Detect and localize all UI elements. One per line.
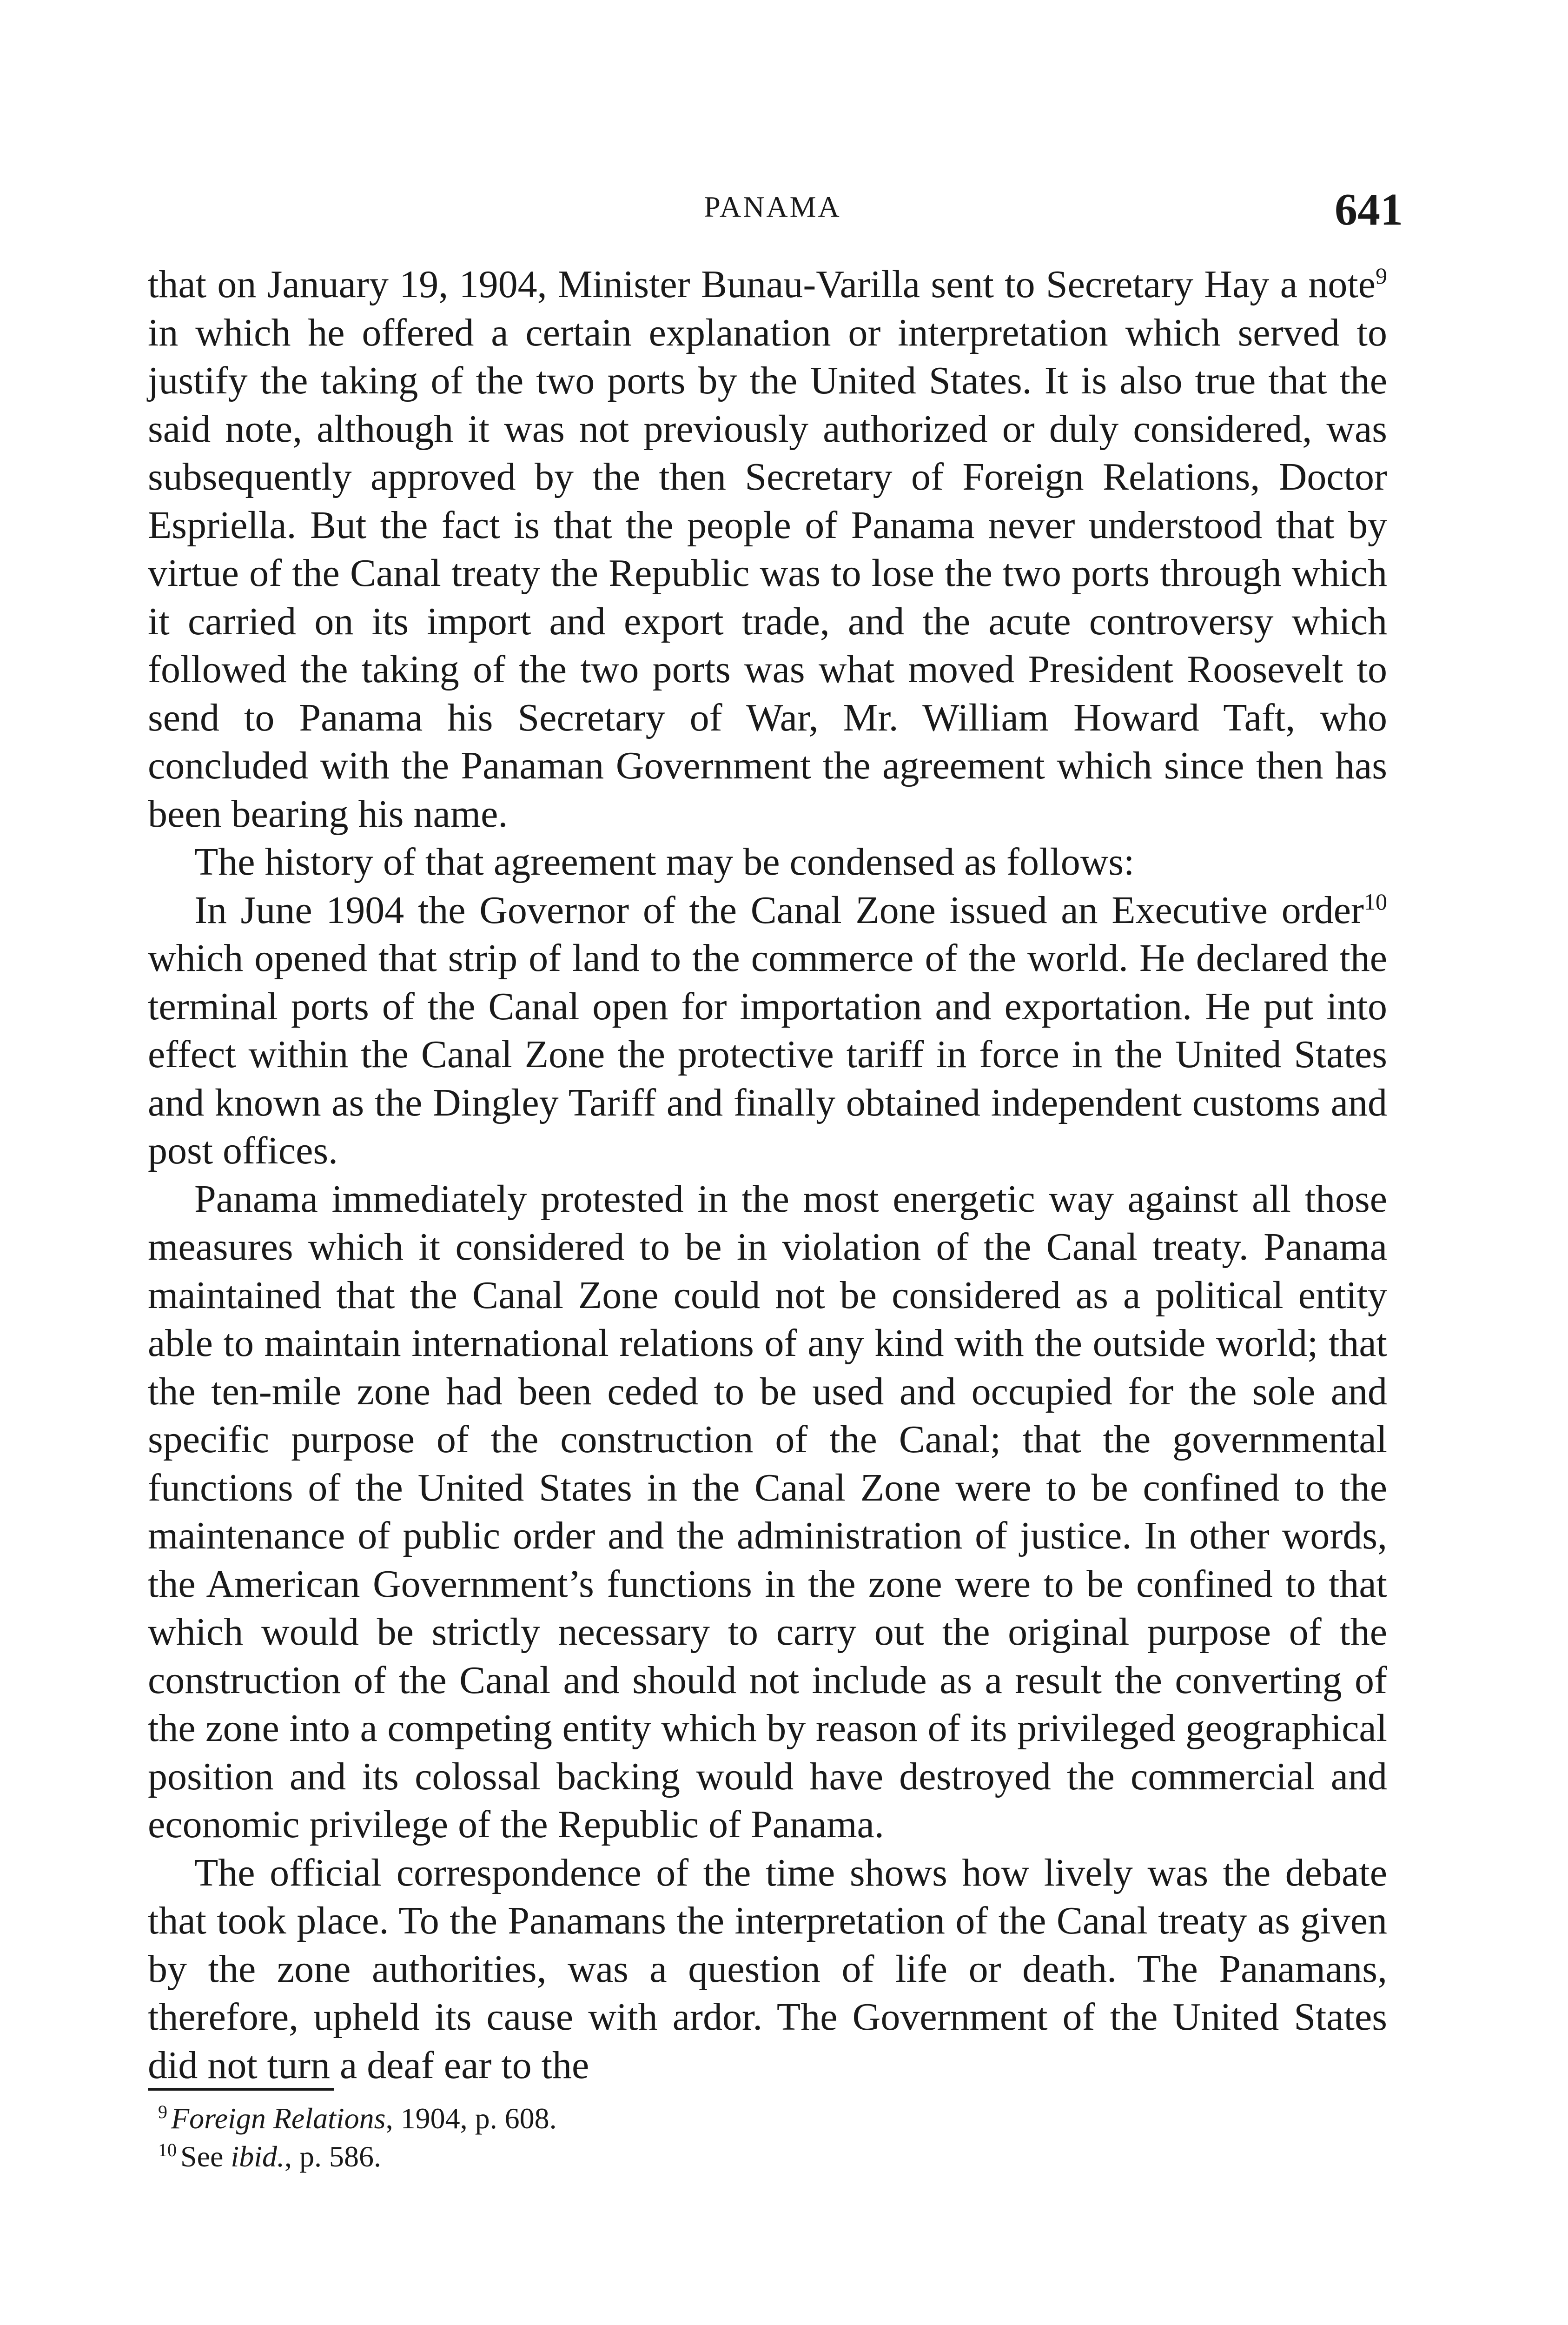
paragraph-2: The history of that agreement may be condensed as follows:: [194, 840, 1135, 884]
page-number: 641: [1335, 185, 1403, 235]
paragraph-1-text-b: in which he offered a certain explanation or interpretation which served to justify the taking of the two ports by the United States. It is also true that the said note, although it was not previously authorized or duly considered, was subsequently approved by the then Secretary of Foreign Relations, Doctor Espriella. But the fact is that the people of Panama never understood that by virtue of the Canal treaty the Republic was to lose the two ports through which it carried on its import and export trade, and the acute controversy which followed the taking of the two ports was what moved President Roosevelt to send to Panama his Secretary of War, Mr. William Howard Taft, who concluded with the Panaman Government the agreement which since then has been bearing his name.: [148, 311, 1387, 836]
paragraph-1: [148, 260, 1387, 838]
running-head: PANAMA: [704, 190, 841, 223]
paragraph-1-text-a: that on January 19, 1904, Minister Bunau-Varilla sent to Secretary Hay a note: [148, 263, 1376, 306]
footnote-source-title: ibid.: [231, 2140, 284, 2173]
footnote-citation: , p. 586.: [284, 2140, 381, 2173]
footnote-citation: , 1904, p. 608.: [385, 2102, 557, 2135]
footnote-ref-9: 9: [1376, 263, 1387, 289]
paragraph-3-text-b: which opened that strip of land to the commerce of the world. He declared the terminal ports of the Canal open for importation and exportation. He put into effect within the Canal Zone the protective tariff in force in the United States and known as the Dingley Tariff and finally obtained independent customs and post offices.: [148, 937, 1387, 1172]
footnote-source-title: Foreign Relations: [171, 2102, 386, 2135]
footnote-mark: 9: [158, 2101, 167, 2122]
footnote-ref-10: 10: [1364, 888, 1387, 915]
footnote-rule: [148, 2088, 334, 2091]
footnote-prefix: See: [180, 2140, 231, 2173]
footnote-9: [158, 2099, 1367, 2138]
paragraph-4: Panama immediately protested in the most energetic way against all those measures which it considered to be in violation of the Canal treaty. Panama maintained that the Canal Zone could not be considered as a political entity able to maintain international relations of any kind with the outside world; that the ten-mile zone had been ceded to be used and occupied for the sole and specific purpose of the construction of the Canal; that the governmental functions of the United States in the Canal Zone were to be confined to the maintenance of public order and the administration of justice. In other words, the American Government’s functions in the zone were to be confined to that which would be strictly necessary to carry out the original purpose of the construction of the Canal and should not include as a result the converting of the zone into a competing entity which by reason of its privileged geographical position and its colossal backing would have destroyed the commercial and economic privilege of the Republic of Panama.: [148, 1177, 1387, 1846]
paragraph-3: [148, 886, 1387, 1175]
footnote-mark: 10: [158, 2139, 177, 2160]
body-text: [148, 260, 1387, 2089]
paragraph-3-text-a: In June 1904 the Governor of the Canal Zone issued an Executive order: [194, 888, 1364, 932]
paragraph-5: The official correspondence of the time shows how lively was the debate that took place. To the Panamans the interpretation of the Canal treaty as given by the zone authorities, was a question of life or death. The Panamans, therefore, upheld its cause with ardor. The Government of the United States did not turn a deaf ear to the: [148, 1851, 1387, 2087]
footnote-10: [158, 2138, 1367, 2176]
footnotes: [158, 2099, 1367, 2176]
